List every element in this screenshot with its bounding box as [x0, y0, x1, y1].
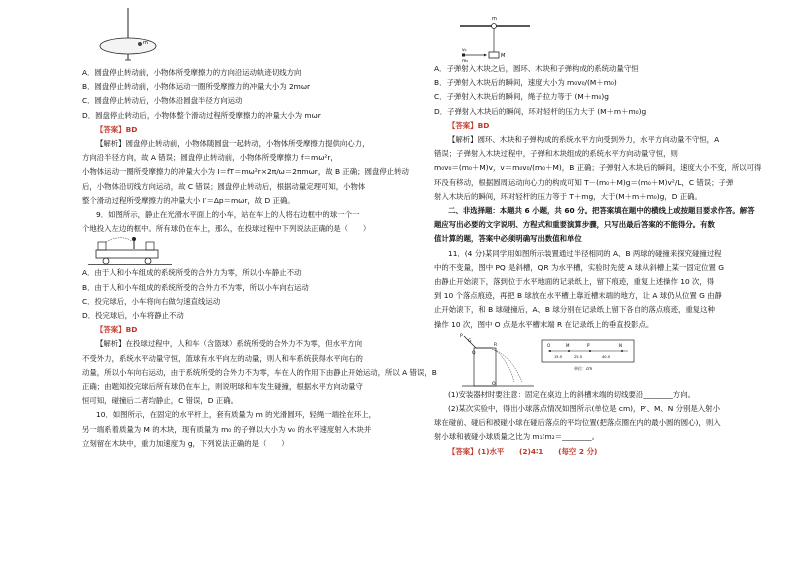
q10-option-a: A．子弹射入木块之后，圆环、木块和子弹构成的系统动量守恒: [434, 64, 639, 73]
left-column: [82, 6, 437, 451]
block-mass-label: M: [501, 53, 506, 59]
rotating-disk-diagram: [82, 6, 398, 66]
q9-option-c: C．投完球后，小车将向右做匀速直线运动: [82, 296, 221, 306]
rotating-disk-figure: [82, 6, 398, 66]
q9-stem-line: 9．如图所示，静止在光滑水平面上的小车，站在车上的人将右边框中的球一个一: [96, 210, 360, 220]
q10-analysis-line: m₀v₀＝(m₀＋M)v，v＝m₀v₀/(m₀＋M)，B 正确；子弹射入木块后的瞬间，速度大小不变，所以可得: [434, 163, 762, 173]
q11-part-line: 射小球和被碰小球质量之比为 m₁∶m₂＝________。: [434, 432, 600, 442]
q10-stem-line: 另一端系着质量为 M 的木块，现有质量为 m₀ 的子弹以大小为 v₀ 的水平速度射入木块并: [82, 424, 372, 434]
q9-stem-line: 个地投入左边的框中。所有球仍在车上，那么，在投球过程中下列说法正确的是（ ）: [82, 224, 371, 234]
q11-part-line: (2)某次实验中，得出小球落点情况如图所示(单位是 cm)，P′、M、N 分别是入射小: [448, 404, 720, 414]
ring-mass-label: m: [492, 16, 497, 22]
cart-diagram: [82, 236, 398, 266]
q8-option-c: C．圆盘停止转动后，小物体沿圆盘半径方向运动: [82, 96, 243, 106]
q11-answer: 【答案】(1)水平 (2)4∶1 (每空 2 分): [448, 446, 598, 456]
q11-stem-line: 由静止开始滚下，落到位于水平地面的记录纸上，留下痕迹，重复上述操作 10 次，得: [434, 277, 715, 287]
q9-analysis-line: 正确；由题知投完球后所有球仍在车上，则说明球和车发生碰撞，根据水平方向动量守: [82, 382, 363, 392]
q10-option-b: B．子弹射入木块后的瞬间，速度大小为 m₀v₀/(M＋m₀): [434, 78, 617, 88]
q10-analysis-line: 错误；子弹射入木块过程中，子弹和木块组成的系统水平方向动量守恒，则: [434, 149, 678, 159]
chute-label-r: R: [494, 342, 498, 348]
paper-label-n: N: [619, 342, 622, 348]
q8-analysis-line: 【解析】圆盘停止转动前，小物体随圆盘一起转动，小物体所受摩擦力提供向心力，: [96, 139, 370, 149]
chute-label-p: P: [460, 333, 463, 339]
q9-analysis-line: 【解析】在投球过程中，人和车（含篮球）系统所受的合外力不为零，但水平方向: [96, 339, 363, 349]
paper-label-p: P′: [587, 342, 591, 348]
q10-stem: [82, 408, 398, 451]
ring: [492, 24, 497, 29]
q9-analysis-line: 恒可知，碰撞后二者均静止，C 错误，D 正确。: [82, 396, 238, 406]
q9-options: [82, 266, 398, 323]
q10-stem-line: 10．如图所示，在固定的水平杆上，套有质量为 m 的光滑圆环，轻绳一端拴在环上，: [96, 410, 376, 420]
q8-analysis-line: 小物体运动一圈所受摩擦力的冲量大小为 I＝fT＝mω²r×2π/ω＝2πmωr，故 B 正确；圆盘停止转动: [82, 167, 409, 177]
q9-option-a: A．由于人和小车组成的系统所受的合外力为零，所以小车静止不动: [82, 268, 302, 278]
paper-dim-1: 15.5: [554, 354, 563, 359]
q10-option-d: D．子弹射入木块后的瞬间，环对轻杆的压力大于 (M＋m＋m₀)g: [434, 106, 647, 116]
q9-option-d: D．投完球后，小车将静止不动: [82, 311, 184, 321]
cart-figure: [82, 236, 398, 266]
q11-stem-line: 中的不变量，图中 PQ 是斜槽，QR 为水平槽，实验时先使 A 球从斜槽上某一固定位置 G: [434, 262, 724, 272]
section-title: [434, 204, 755, 247]
q11-stem-line: 11．(4 分)某同学用如图所示装置通过半径相同的 A、B 两球的碰撞来探究碰撞过程: [448, 248, 722, 258]
right-column: [434, 6, 762, 459]
q9-analysis: [82, 337, 437, 408]
chute-label-q: Q: [472, 350, 476, 356]
q10-analysis-line: 射入木块后的瞬间，环对轻杆的压力等于 T＋mg，大于(M＋m＋m₀)g，D 正确。: [434, 191, 702, 201]
q10-option-c: C．子弹射入木块后的瞬间，绳子拉力等于 (M＋m₀)g: [434, 92, 609, 102]
q8-options: [82, 66, 398, 123]
v0-label: v₀: [462, 48, 467, 53]
q11-stem-line: 止开始滚下，和 B 球碰撞后，A、B 球分别在记录纸上留下各自的落点痕迹，重复这种: [434, 305, 715, 315]
q11-stem: [434, 247, 752, 332]
q8-answer: 【答案】BD: [96, 124, 138, 134]
paper-dim-3: 40.0: [602, 354, 611, 359]
paper-label-m: M: [566, 342, 570, 348]
q8-analysis-line: 后，小物体沿切线方向运动，故 C 错误；圆盘停止转动后，根据动量定理可知，小物体: [82, 181, 366, 191]
small-object-on-disk: [138, 42, 142, 46]
q9-stem: [82, 208, 398, 236]
paper-dim-2: 25.5: [574, 354, 583, 359]
section-title-line: 值计算的题，答案中必须明确写出数值和单位: [434, 234, 582, 244]
q10-stem-line: 立刻留在木块中，重力加速度为 g，下列说法正确的是（ ）: [82, 438, 289, 448]
ring-block-diagram: [434, 6, 752, 62]
section-title-line: 题应写出必要的文字说明、方程式和重要演算步骤，只写出最后答案的不能得分。有数: [434, 220, 715, 230]
q8-option-b: B．圆盘停止转动前，小物体运动一圈所受摩擦力的冲量大小为 2mωr: [82, 82, 311, 92]
q9-option-b: B．由于人和小车组成的系统所受的合外力不为零，所以小车向右运动: [82, 282, 309, 292]
q8-analysis: [82, 137, 409, 208]
chute-label-g: G: [468, 338, 472, 344]
paper-unit-label: 单位：cm: [574, 365, 593, 371]
ring-block-figure: [434, 6, 752, 62]
q10-analysis-line: 【解析】圆环、木块和子弹构成的系统水平方向受到外力，水平方向动量不守恒，A: [448, 135, 720, 145]
bullet-mass-label: m₀: [462, 59, 469, 64]
q10-options: [434, 62, 752, 119]
section-title-line: 二、非选择题：本题共 6 小题，共 60 分。把答案填在题中的横线上或按题目要求作答。解答: [448, 206, 755, 216]
collision-apparatus-diagram: [434, 332, 752, 388]
q9-analysis-line: 不受外力，系统水平动量守恒，篮球有水平向左的动量，则人和车系统获得水平向右的: [82, 353, 363, 363]
q8-analysis-line: 方向沿半径方向，故 A 错误；圆盘停止转动前，小物体所受摩擦力 f＝mω²r，: [82, 153, 338, 163]
q8-option-a: A．圆盘停止转动前，小物体所受摩擦力的方向沿运动轨迹切线方向: [82, 68, 302, 77]
q10-analysis-line: 环没有移动，根据圆周运动向心力的构成可知 T－(m₀＋M)g＝(m₀＋M)v²/L，C 错误；子弹: [434, 177, 734, 187]
q10-answer: 【答案】BD: [448, 120, 490, 130]
q9-answer: 【答案】BD: [96, 325, 138, 335]
collision-apparatus-figure: [434, 332, 752, 388]
chute-label-o: O: [492, 381, 496, 387]
q9-analysis-line: 动量，所以小车向右运动，由于系统所受的合外力不为零，车在人的作用下由静止开始运动，所以 A 错误，B: [82, 367, 437, 377]
q8-option-d: D．圆盘停止转动后，小物体整个滑动过程所受摩擦力的冲量大小为 mωr: [82, 110, 321, 120]
q11-part-line: 球在碰前、碰后和被碰小球在碰后落点的平均位置(把落点圈在内的最小圆的圆心)，则入: [434, 418, 721, 428]
q11-part-line: (1)安装器材时要注意：固定在桌边上的斜槽末端的切线要沿________方向。: [448, 389, 695, 399]
q11-stem-line: 到 10 个落点痕迹，再把 B 球放在水平槽上靠近槽末端的地方，让 A 球仍从位置 G 由静: [434, 291, 722, 301]
paper-label-o: O: [547, 342, 551, 348]
q11-parts: [434, 388, 752, 445]
bullet: [462, 54, 465, 57]
block: [489, 52, 499, 58]
disk-mass-label: m: [143, 40, 148, 46]
q8-analysis-line: 整个滑动过程所受摩擦力的冲量大小 I′＝Δp＝mωr，故 D 正确。: [82, 195, 295, 205]
q10-analysis: [434, 133, 762, 204]
q11-stem-line: 操作 10 次，图中 O 点是水平槽末端 R 在记录纸上的垂直投影点。: [434, 319, 654, 329]
